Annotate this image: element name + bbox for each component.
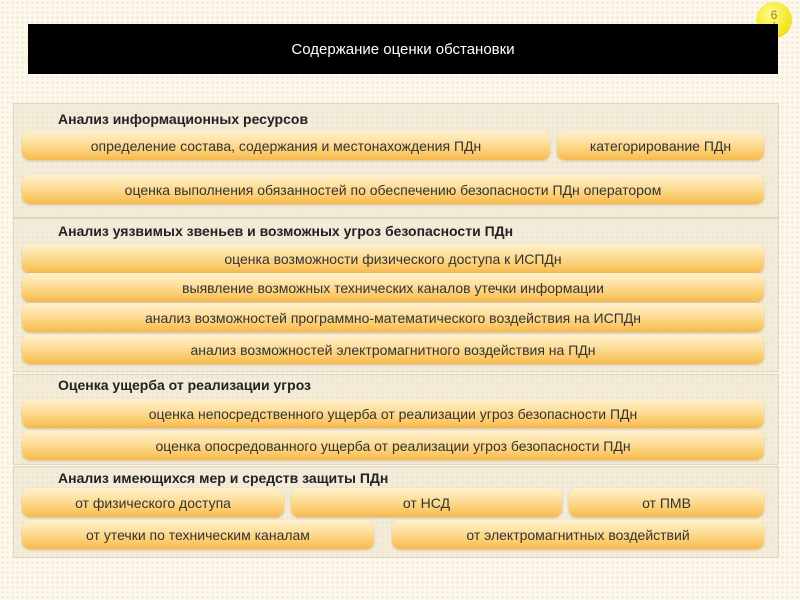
item-protection-nsd: от НСД: [291, 488, 562, 517]
section-title-resources: Анализ информационных ресурсов: [58, 111, 309, 127]
item-physical-access-assessment: оценка возможности физического доступа к ИСПДн: [22, 244, 764, 273]
header-bar: [28, 24, 778, 74]
slide-number: 6: [770, 7, 778, 22]
item-indirect-damage: оценка опосредованного ущерба от реализации угроз безопасности ПДн: [22, 431, 764, 460]
item-technical-leak-channels: выявление возможных технических каналов утечки информации: [22, 273, 764, 302]
header-title: Содержание оценки обстановки: [291, 40, 515, 58]
item-software-impact-analysis: анализ возможностей программно-математического воздействия на ИСПДн: [22, 303, 764, 332]
section-title-vulnerabilities: Анализ уязвимых звеньев и возможных угроз безопасности ПДн: [58, 223, 514, 239]
item-pdn-composition: определение состава, содержания и местонахождения ПДн: [22, 131, 550, 160]
item-protection-pmv: от ПМВ: [569, 488, 764, 517]
section-title-damage: Оценка ущерба от реализации угроз: [58, 377, 312, 393]
item-direct-damage: оценка непосредственного ущерба от реализации угроз безопасности ПДн: [22, 399, 764, 428]
item-protection-technical-channels: от утечки по техническим каналам: [22, 520, 374, 549]
item-operator-obligations: оценка выполнения обязанностей по обеспечению безопасности ПДн оператором: [22, 175, 764, 204]
item-protection-physical: от физического доступа: [22, 488, 284, 517]
item-protection-electromagnetic: от электромагнитных воздействий: [392, 520, 764, 549]
item-electromagnetic-impact-analysis: анализ возможностей электромагнитного воздействия на ПДн: [22, 335, 764, 364]
section-title-protection: Анализ имеющихся мер и средств защиты ПДн: [58, 470, 389, 486]
item-pdn-categorization: категорирование ПДн: [557, 131, 764, 160]
